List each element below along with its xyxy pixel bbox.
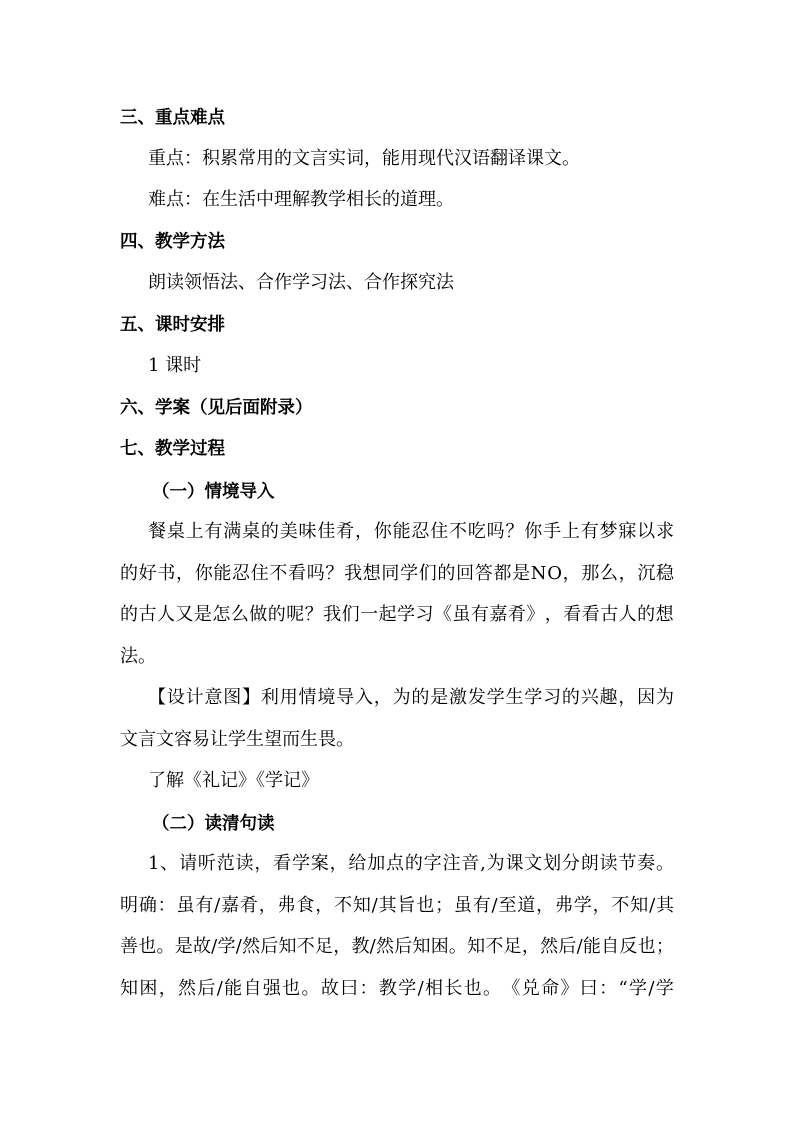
- reading-line: 1 、 请 听 范 读 ， 看 学 案 ， 给 加 点 的 字 注 音 , 为 课 文 划 分 朗 读 节 奏 。: [148, 853, 674, 874]
- reading-line: 善 也 。 是 故 / 学 / 然 后 知 不 足 ， 教 / 然 后 知 困 。 知 不 足 ， 然 后 / 能 自 反 也 ；: [120, 936, 674, 957]
- class-hours-text: 1 课时: [148, 355, 202, 376]
- teaching-methods-text: 朗读领悟法、合作学习法、合作探究法: [148, 272, 454, 293]
- intro-paragraph-line: 法。: [120, 646, 156, 667]
- background-note: 了解《礼记》《学记》: [148, 770, 319, 791]
- intro-paragraph-line: 的 好 书 ， 你 能 忍 住 不 看 吗 ？ 我 想 同 学 们 的 回 答 都 是 N O ， 那 么 ， 沉 稳: [120, 563, 674, 584]
- section4-heading: 四、教学方法: [120, 232, 225, 252]
- reading-line: 明 确 ： 虽 有 / 嘉 肴 ， 弗 食 ， 不 知 / 其 旨 也 ； 虽 有 / 至 道 ， 弗 学 ， 不 知 / 其: [120, 895, 674, 916]
- part1-heading: （一）情境导入: [152, 482, 275, 502]
- part2-heading: （二）读清句读: [152, 814, 275, 834]
- intro-paragraph-line: 的 古 人 又 是 怎 么 做 的 呢 ？ 我 们 一 起 学 习 《 虽 有 嘉 肴 》 ， 看 看 古 人 的 想: [120, 604, 674, 625]
- section6-heading: 六、学案（见后面附录）: [120, 398, 313, 418]
- section3-heading: 三、重点难点: [120, 108, 225, 128]
- design-intent-line: 文言文容易让学生望而生畏。: [120, 729, 354, 750]
- intro-paragraph-line: 餐 桌 上 有 满 桌 的 美 味 佳 肴 ， 你 能 忍 住 不 吃 吗 ？ 你 手 上 有 梦 寐 以 求: [148, 521, 674, 542]
- key-point-text: 重点：积累常用的文言实词，能用现代汉语翻译课文。: [148, 148, 580, 169]
- section7-heading: 七、教学过程: [120, 439, 225, 459]
- section5-heading: 五、课时安排: [120, 315, 225, 335]
- design-intent-line: 【 设 计 意 图 】 利 用 情 境 导 入 ， 为 的 是 激 发 学 生 学 习 的 兴 趣 ， 因 为: [148, 687, 674, 708]
- difficulty-text: 难点：在生活中理解教学相长的道理。: [148, 189, 454, 210]
- reading-line: 知 困 ， 然 后 / 能 自 强 也 。 故 曰 ： 教 学 / 相 长 也 。 《 兑 命 》 曰 ： “ 学 / 学: [120, 978, 674, 999]
